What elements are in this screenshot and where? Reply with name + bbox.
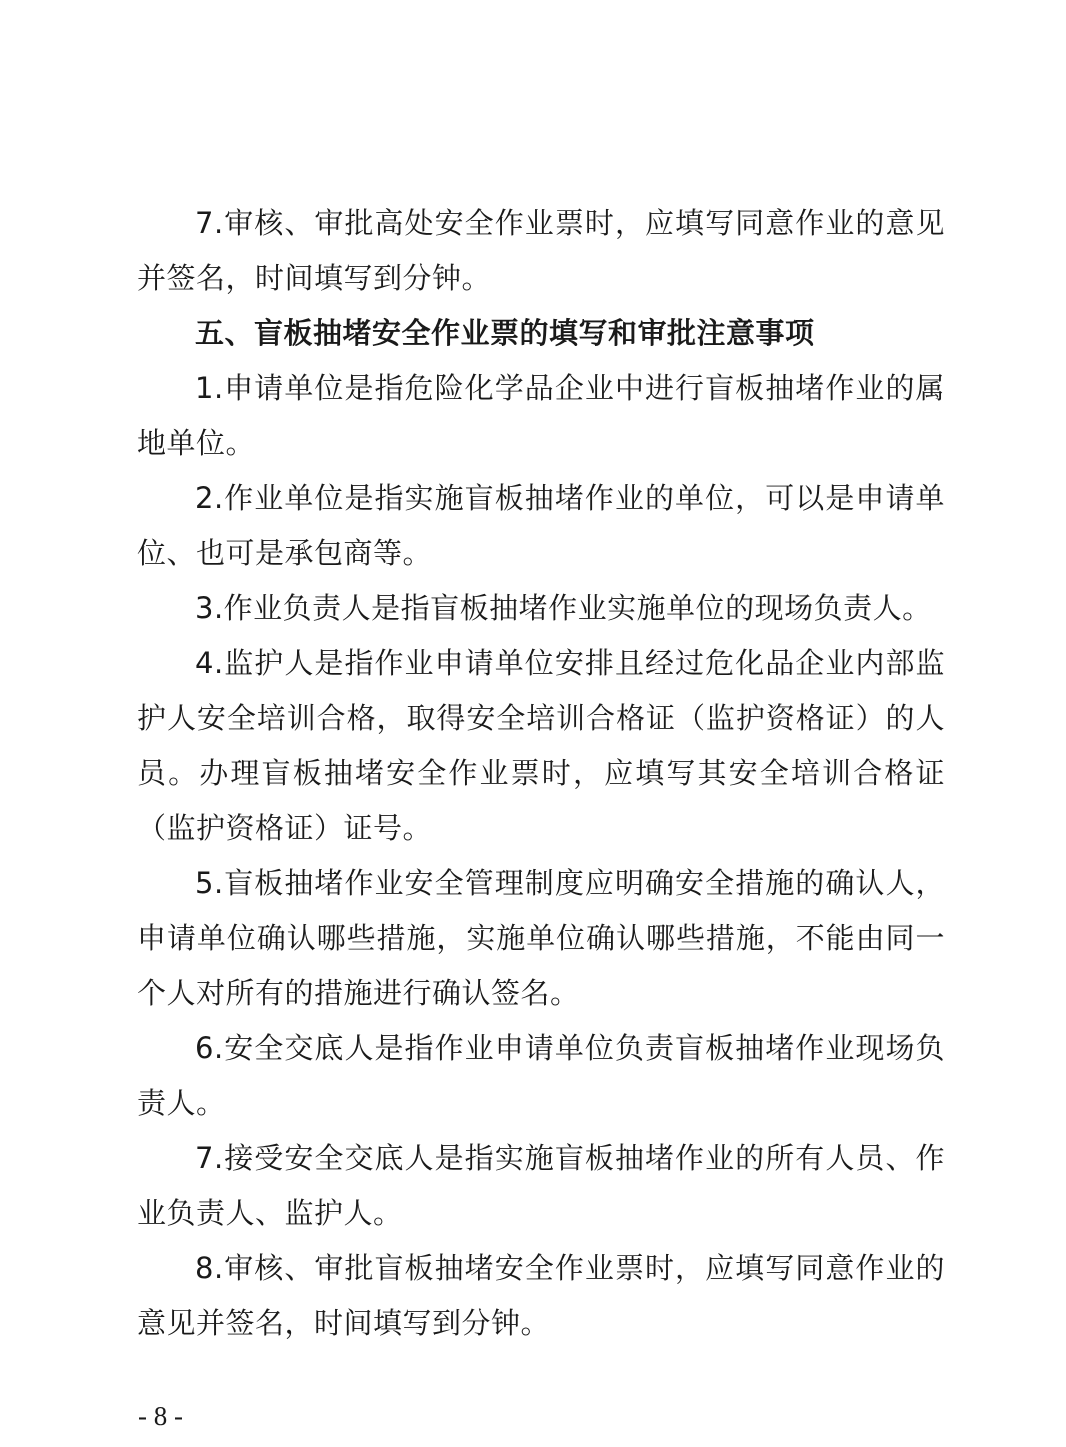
paragraph-item-8: 8.审核、审批盲板抽堵安全作业票时，应填写同意作业的意见并签名，时间填写到分钟。 — [137, 1251, 945, 1340]
paragraph-item-2: 2.作业单位是指实施盲板抽堵作业的单位，可以是申请单位、也可是承包商等。 — [137, 481, 945, 570]
paragraph-item-5: 5.盲板抽堵作业安全管理制度应明确安全措施的确认人，申请单位确认哪些措施，实施单位确认哪些措施，不能由同一个人对所有的措施进行确认签名。 — [137, 866, 945, 1010]
section-heading: 五、盲板抽堵安全作业票的填写和审批注意事项 — [195, 316, 815, 350]
page-number: - 8 - — [138, 1401, 183, 1431]
paragraph-item-7: 7.接受安全交底人是指实施盲板抽堵作业的所有人员、作业负责人、监护人。 — [137, 1141, 945, 1230]
paragraph-item-3: 3.作业负责人是指盲板抽堵作业实施单位的现场负责人。 — [195, 591, 932, 625]
paragraph-item-1: 1.申请单位是指危险化学品企业中进行盲板抽堵作业的属地单位。 — [137, 371, 945, 460]
document-body — [137, 196, 945, 1351]
paragraph-item-7-height-work: 7.审核、审批高处安全作业票时，应填写同意作业的意见并签名，时间填写到分钟。 — [137, 206, 945, 295]
paragraph-item-6: 6.安全交底人是指作业申请单位负责盲板抽堵作业现场负责人。 — [137, 1031, 945, 1120]
paragraph-item-4: 4.监护人是指作业申请单位安排且经过危化品企业内部监护人安全培训合格，取得安全培训合格证（监护资格证）的人员。办理盲板抽堵安全作业票时，应填写其安全培训合格证（监护资格证）证号。 — [137, 646, 945, 845]
